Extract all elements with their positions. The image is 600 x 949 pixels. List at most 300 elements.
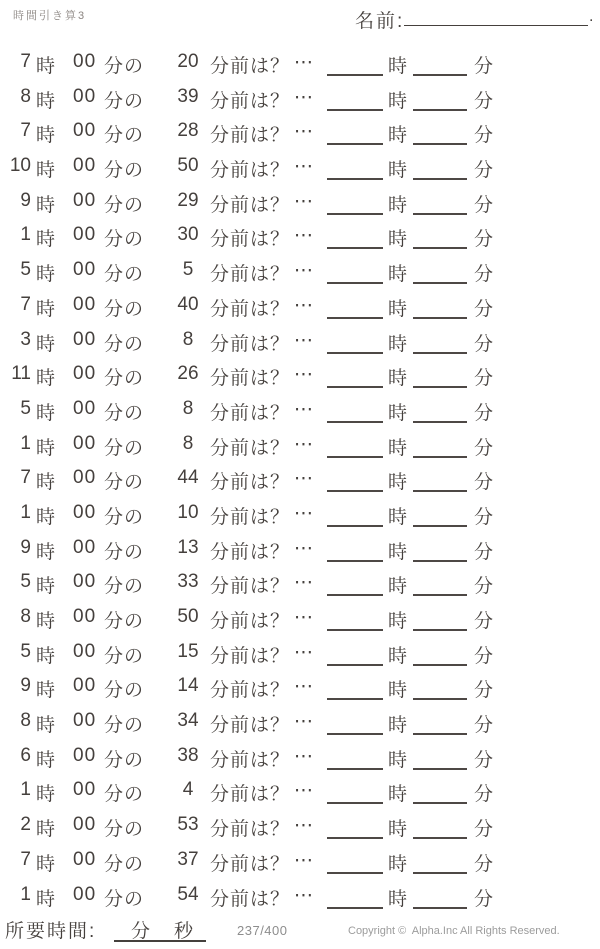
minutes-of-label: 分の <box>104 437 145 459</box>
ellipsis: ⋯ <box>294 121 313 143</box>
minutes-before-value: 50 <box>177 155 199 177</box>
before-question-label: 分前は？ <box>210 749 291 771</box>
hour-value: 7 <box>20 120 31 142</box>
answer-hour-blank <box>327 849 383 874</box>
minutes-of-label: 分の <box>104 472 145 494</box>
answer-hour-blank <box>327 745 383 770</box>
problem-row <box>0 706 600 741</box>
problem-row <box>0 325 600 360</box>
answer-minute-unit: 分 <box>474 437 494 459</box>
answer-minute-unit: 分 <box>474 56 494 77</box>
minutes-before-value: 14 <box>177 675 199 697</box>
progress-counter: 237/400 <box>237 923 288 938</box>
answer-hour-unit: 時 <box>388 368 408 390</box>
answer-hour-blank <box>327 51 383 76</box>
answer-hour-unit: 時 <box>388 160 408 182</box>
answer-minute-unit: 分 <box>474 264 494 286</box>
answer-hour-blank <box>327 571 383 596</box>
answer-hour-unit: 時 <box>388 680 408 702</box>
hour-value: 1 <box>20 779 31 801</box>
answer-minute-unit: 分 <box>474 402 494 424</box>
answer-hour-blank <box>327 884 383 909</box>
answer-hour-unit: 時 <box>388 576 408 598</box>
name-line-period: . <box>589 8 594 25</box>
hour-value: 9 <box>20 189 31 211</box>
answer-hour-blank <box>327 606 383 631</box>
problem-row <box>0 82 600 117</box>
zero-minutes-value: 00 <box>73 814 97 836</box>
hour-unit-label: 時 <box>36 264 56 286</box>
hour-value: 7 <box>20 51 31 72</box>
ellipsis: ⋯ <box>294 433 313 455</box>
zero-minutes-value: 00 <box>73 883 97 905</box>
problem-list <box>0 47 600 914</box>
minutes-of-label: 分の <box>104 853 145 875</box>
minutes-of-label: 分の <box>104 888 145 910</box>
answer-hour-blank <box>327 779 383 804</box>
ellipsis: ⋯ <box>294 502 313 524</box>
zero-minutes-value: 00 <box>73 779 97 801</box>
answer-hour-unit: 時 <box>388 56 408 77</box>
answer-minute-blank <box>413 502 467 527</box>
answer-hour-blank <box>327 155 383 180</box>
answer-minute-blank <box>413 537 467 562</box>
name-blank-line <box>404 2 588 26</box>
hour-unit-label: 時 <box>36 541 56 563</box>
ellipsis: ⋯ <box>294 884 313 906</box>
before-question-label: 分前は？ <box>210 368 291 390</box>
zero-minutes-value: 00 <box>73 432 97 454</box>
minutes-of-label: 分の <box>104 160 145 182</box>
minutes-before-value: 10 <box>177 501 199 523</box>
answer-minute-unit: 分 <box>474 90 494 112</box>
before-question-label: 分前は？ <box>210 298 291 320</box>
before-question-label: 分前は？ <box>210 541 291 563</box>
hour-value: 1 <box>20 224 31 246</box>
answer-minute-unit: 分 <box>474 333 494 355</box>
zero-minutes-value: 00 <box>73 224 97 246</box>
minutes-of-label: 分の <box>104 56 145 77</box>
hour-value: 5 <box>20 571 31 593</box>
answer-hour-unit: 時 <box>388 194 408 216</box>
minutes-before-value: 34 <box>177 710 199 732</box>
zero-minutes-value: 00 <box>73 293 97 315</box>
answer-minute-blank <box>413 259 467 284</box>
before-question-label: 分前は？ <box>210 90 291 112</box>
before-question-label: 分前は？ <box>210 56 291 77</box>
elapsed-time-blank-line <box>114 914 206 942</box>
minutes-before-value: 38 <box>177 744 199 766</box>
answer-minute-blank <box>413 363 467 388</box>
ellipsis: ⋯ <box>294 468 313 490</box>
answer-hour-blank <box>327 363 383 388</box>
ellipsis: ⋯ <box>294 849 313 871</box>
minutes-before-value: 39 <box>177 85 199 107</box>
before-question-label: 分前は？ <box>210 784 291 806</box>
zero-minutes-value: 00 <box>73 571 97 593</box>
minutes-of-label: 分の <box>104 611 145 632</box>
minutes-of-label: 分の <box>104 819 145 841</box>
minutes-before-value: 30 <box>177 224 199 246</box>
hour-value: 10 <box>9 155 31 177</box>
before-question-label: 分前は？ <box>210 645 291 667</box>
minutes-of-label: 分の <box>104 402 145 424</box>
problem-row <box>0 810 600 845</box>
answer-minute-unit: 分 <box>474 749 494 771</box>
hour-value: 8 <box>20 710 31 732</box>
hour-value: 1 <box>20 432 31 454</box>
answer-hour-blank <box>327 294 383 319</box>
before-question-label: 分前は？ <box>210 125 291 147</box>
worksheet-title: 時間引き算3 <box>13 10 87 22</box>
answer-hour-blank <box>327 329 383 354</box>
hour-value: 5 <box>20 397 31 419</box>
before-question-label: 分前は？ <box>210 194 291 216</box>
copyright-text: Copyright © Alpha.Inc All Rights Reserved. <box>348 925 560 937</box>
before-question-label: 分前は？ <box>210 888 291 910</box>
answer-hour-blank <box>327 641 383 666</box>
answer-hour-unit: 時 <box>388 749 408 771</box>
hour-unit-label: 時 <box>36 611 56 632</box>
minutes-before-value: 29 <box>177 189 199 211</box>
answer-hour-unit: 時 <box>388 229 408 251</box>
hour-unit-label: 時 <box>36 125 56 147</box>
problem-row <box>0 845 600 880</box>
answer-minute-blank <box>413 814 467 839</box>
hour-unit-label: 時 <box>36 853 56 875</box>
answer-minute-blank <box>413 398 467 423</box>
answer-hour-unit: 時 <box>388 506 408 528</box>
ellipsis: ⋯ <box>294 815 313 837</box>
zero-minutes-value: 00 <box>73 120 97 142</box>
minutes-before-value: 54 <box>177 883 199 905</box>
answer-hour-blank <box>327 398 383 423</box>
ellipsis: ⋯ <box>294 711 313 733</box>
hour-value: 11 <box>11 363 31 385</box>
zero-minutes-value: 00 <box>73 259 97 281</box>
name-field <box>0 0 600 40</box>
hour-value: 1 <box>20 883 31 905</box>
hour-value: 9 <box>20 675 31 697</box>
answer-minute-blank <box>413 675 467 700</box>
hour-unit-label: 時 <box>36 576 56 598</box>
ellipsis: ⋯ <box>294 745 313 767</box>
ellipsis: ⋯ <box>294 537 313 559</box>
hour-unit-label: 時 <box>36 368 56 390</box>
problem-row <box>0 463 600 498</box>
minutes-of-label: 分の <box>104 194 145 216</box>
minutes-of-label: 分の <box>104 229 145 251</box>
hour-unit-label: 時 <box>36 229 56 251</box>
hour-value: 7 <box>20 467 31 489</box>
answer-minute-unit: 分 <box>474 506 494 528</box>
answer-minute-blank <box>413 51 467 76</box>
before-question-label: 分前は？ <box>210 333 291 355</box>
minutes-of-label: 分の <box>104 645 145 667</box>
answer-minute-blank <box>413 710 467 735</box>
zero-minutes-value: 00 <box>73 328 97 350</box>
hour-value: 7 <box>20 293 31 315</box>
answer-hour-unit: 時 <box>388 853 408 875</box>
hour-value: 8 <box>20 606 31 627</box>
ellipsis: ⋯ <box>294 156 313 178</box>
minutes-before-value: 53 <box>177 814 199 836</box>
hour-unit-label: 時 <box>36 298 56 320</box>
before-question-label: 分前は？ <box>210 160 291 182</box>
minutes-of-label: 分の <box>104 506 145 528</box>
ellipsis: ⋯ <box>294 607 313 628</box>
answer-hour-unit: 時 <box>388 888 408 910</box>
ellipsis: ⋯ <box>294 641 313 663</box>
problem-row <box>0 741 600 776</box>
minutes-before-value: 8 <box>182 432 194 454</box>
answer-minute-unit: 分 <box>474 194 494 216</box>
hour-unit-label: 時 <box>36 506 56 528</box>
zero-minutes-value: 00 <box>73 744 97 766</box>
hour-unit-label: 時 <box>36 784 56 806</box>
hour-unit-label: 時 <box>36 888 56 910</box>
problem-row <box>0 47 600 82</box>
before-question-label: 分前は？ <box>210 853 291 875</box>
before-question-label: 分前は？ <box>210 715 291 737</box>
answer-minute-blank <box>413 641 467 666</box>
answer-minute-blank <box>413 224 467 249</box>
minutes-before-value: 20 <box>177 51 199 72</box>
answer-hour-unit: 時 <box>388 298 408 320</box>
answer-minute-unit: 分 <box>474 229 494 251</box>
hour-unit-label: 時 <box>36 680 56 702</box>
answer-minute-blank <box>413 606 467 631</box>
answer-minute-unit: 分 <box>474 888 494 910</box>
answer-minute-blank <box>413 433 467 458</box>
answer-hour-blank <box>327 537 383 562</box>
answer-hour-blank <box>327 433 383 458</box>
minutes-of-label: 分の <box>104 541 145 563</box>
answer-hour-unit: 時 <box>388 125 408 147</box>
minutes-before-value: 40 <box>177 293 199 315</box>
minutes-of-label: 分の <box>104 680 145 702</box>
answer-minute-unit: 分 <box>474 715 494 737</box>
minutes-before-value: 15 <box>177 640 199 662</box>
answer-minute-blank <box>413 571 467 596</box>
problem-row <box>0 880 600 915</box>
minutes-of-label: 分の <box>104 715 145 737</box>
zero-minutes-value: 00 <box>73 189 97 211</box>
answer-minute-blank <box>413 849 467 874</box>
problem-row <box>0 220 600 255</box>
hour-unit-label: 時 <box>36 645 56 667</box>
answer-hour-blank <box>327 814 383 839</box>
zero-minutes-value: 00 <box>73 501 97 523</box>
answer-minute-blank <box>413 120 467 145</box>
zero-minutes-value: 00 <box>73 536 97 558</box>
ellipsis: ⋯ <box>294 329 313 351</box>
elapsed-time-label: 所要時間: <box>5 921 97 942</box>
hour-unit-label: 時 <box>36 194 56 216</box>
ellipsis: ⋯ <box>294 225 313 247</box>
minutes-of-label: 分の <box>104 784 145 806</box>
minutes-before-value: 8 <box>182 328 194 350</box>
hour-unit-label: 時 <box>36 90 56 112</box>
answer-minute-blank <box>413 294 467 319</box>
hour-unit-label: 時 <box>36 472 56 494</box>
ellipsis: ⋯ <box>294 52 313 73</box>
problem-row <box>0 498 600 533</box>
zero-minutes-value: 00 <box>73 640 97 662</box>
answer-minute-unit: 分 <box>474 368 494 390</box>
hour-value: 2 <box>20 814 31 836</box>
zero-minutes-value: 00 <box>73 363 97 385</box>
answer-hour-blank <box>327 86 383 111</box>
answer-hour-unit: 時 <box>388 333 408 355</box>
before-question-label: 分前は？ <box>210 264 291 286</box>
minutes-before-value: 28 <box>177 120 199 142</box>
ellipsis: ⋯ <box>294 572 313 594</box>
minutes-before-value: 4 <box>182 779 194 801</box>
problem-row <box>0 255 600 290</box>
ellipsis: ⋯ <box>294 676 313 698</box>
minutes-before-value: 50 <box>177 606 199 627</box>
ellipsis: ⋯ <box>294 190 313 212</box>
answer-hour-unit: 時 <box>388 715 408 737</box>
zero-minutes-value: 00 <box>73 467 97 489</box>
answer-minute-unit: 分 <box>474 853 494 875</box>
answer-minute-blank <box>413 745 467 770</box>
answer-hour-unit: 時 <box>388 264 408 286</box>
hour-unit-label: 時 <box>36 749 56 771</box>
elapsed-minutes-unit: 分 <box>131 921 151 942</box>
zero-minutes-value: 00 <box>73 155 97 177</box>
answer-hour-unit: 時 <box>388 645 408 667</box>
hour-value: 3 <box>20 328 31 350</box>
answer-minute-blank <box>413 155 467 180</box>
problem-row <box>0 533 600 568</box>
minutes-of-label: 分の <box>104 90 145 112</box>
answer-minute-blank <box>413 86 467 111</box>
answer-minute-unit: 分 <box>474 541 494 563</box>
minutes-before-value: 5 <box>182 259 194 281</box>
hour-value: 5 <box>20 640 31 662</box>
hour-value: 6 <box>20 744 31 766</box>
answer-hour-blank <box>327 120 383 145</box>
ellipsis: ⋯ <box>294 398 313 420</box>
problem-row <box>0 775 600 810</box>
problem-row <box>0 151 600 186</box>
problem-row <box>0 116 600 151</box>
minutes-before-value: 26 <box>177 363 199 385</box>
hour-unit-label: 時 <box>36 437 56 459</box>
hour-unit-label: 時 <box>36 333 56 355</box>
ellipsis: ⋯ <box>294 86 313 108</box>
problem-row <box>0 567 600 602</box>
problem-row <box>0 290 600 325</box>
answer-hour-blank <box>327 710 383 735</box>
problem-row <box>0 186 600 221</box>
zero-minutes-value: 00 <box>73 710 97 732</box>
zero-minutes-value: 00 <box>73 397 97 419</box>
answer-hour-unit: 時 <box>388 402 408 424</box>
answer-minute-unit: 分 <box>474 611 494 632</box>
before-question-label: 分前は？ <box>210 819 291 841</box>
hour-unit-label: 時 <box>36 715 56 737</box>
ellipsis: ⋯ <box>294 780 313 802</box>
hour-value: 9 <box>20 536 31 558</box>
minutes-of-label: 分の <box>104 749 145 771</box>
hour-unit-label: 時 <box>36 402 56 424</box>
answer-minute-blank <box>413 779 467 804</box>
problem-row <box>0 602 600 637</box>
answer-hour-blank <box>327 224 383 249</box>
zero-minutes-value: 00 <box>73 675 97 697</box>
minutes-before-value: 13 <box>177 536 199 558</box>
answer-minute-blank <box>413 467 467 492</box>
answer-hour-unit: 時 <box>388 541 408 563</box>
minutes-of-label: 分の <box>104 333 145 355</box>
problem-row <box>0 359 600 394</box>
answer-minute-unit: 分 <box>474 645 494 667</box>
hour-unit-label: 時 <box>36 160 56 182</box>
answer-minute-blank <box>413 190 467 215</box>
answer-minute-unit: 分 <box>474 472 494 494</box>
answer-hour-unit: 時 <box>388 784 408 806</box>
before-question-label: 分前は？ <box>210 472 291 494</box>
name-label: 名前: <box>355 11 405 32</box>
minutes-of-label: 分の <box>104 264 145 286</box>
answer-hour-unit: 時 <box>388 437 408 459</box>
minutes-of-label: 分の <box>104 368 145 390</box>
answer-minute-unit: 分 <box>474 125 494 147</box>
minutes-before-value: 37 <box>177 848 199 870</box>
elapsed-seconds-unit: 秒 <box>174 921 194 942</box>
ellipsis: ⋯ <box>294 294 313 316</box>
hour-unit-label: 時 <box>36 56 56 77</box>
answer-hour-blank <box>327 675 383 700</box>
zero-minutes-value: 00 <box>73 51 97 72</box>
answer-hour-unit: 時 <box>388 472 408 494</box>
zero-minutes-value: 00 <box>73 606 97 627</box>
answer-hour-unit: 時 <box>388 90 408 112</box>
answer-hour-blank <box>327 190 383 215</box>
problem-row <box>0 637 600 672</box>
answer-hour-blank <box>327 502 383 527</box>
before-question-label: 分前は？ <box>210 437 291 459</box>
hour-value: 1 <box>20 501 31 523</box>
answer-minute-unit: 分 <box>474 576 494 598</box>
problem-row <box>0 394 600 429</box>
answer-minute-unit: 分 <box>474 298 494 320</box>
ellipsis: ⋯ <box>294 364 313 386</box>
before-question-label: 分前は？ <box>210 611 291 632</box>
answer-minute-blank <box>413 329 467 354</box>
hour-value: 7 <box>20 848 31 870</box>
before-question-label: 分前は？ <box>210 402 291 424</box>
problem-row <box>0 671 600 706</box>
ellipsis: ⋯ <box>294 260 313 282</box>
answer-hour-unit: 時 <box>388 819 408 841</box>
hour-unit-label: 時 <box>36 819 56 841</box>
before-question-label: 分前は？ <box>210 680 291 702</box>
before-question-label: 分前は？ <box>210 506 291 528</box>
minutes-before-value: 44 <box>177 467 199 489</box>
answer-hour-unit: 時 <box>388 611 408 632</box>
hour-value: 5 <box>20 259 31 281</box>
answer-minute-unit: 分 <box>474 819 494 841</box>
minutes-before-value: 33 <box>177 571 199 593</box>
answer-minute-unit: 分 <box>474 160 494 182</box>
minutes-of-label: 分の <box>104 125 145 147</box>
minutes-of-label: 分の <box>104 576 145 598</box>
problem-row <box>0 429 600 464</box>
